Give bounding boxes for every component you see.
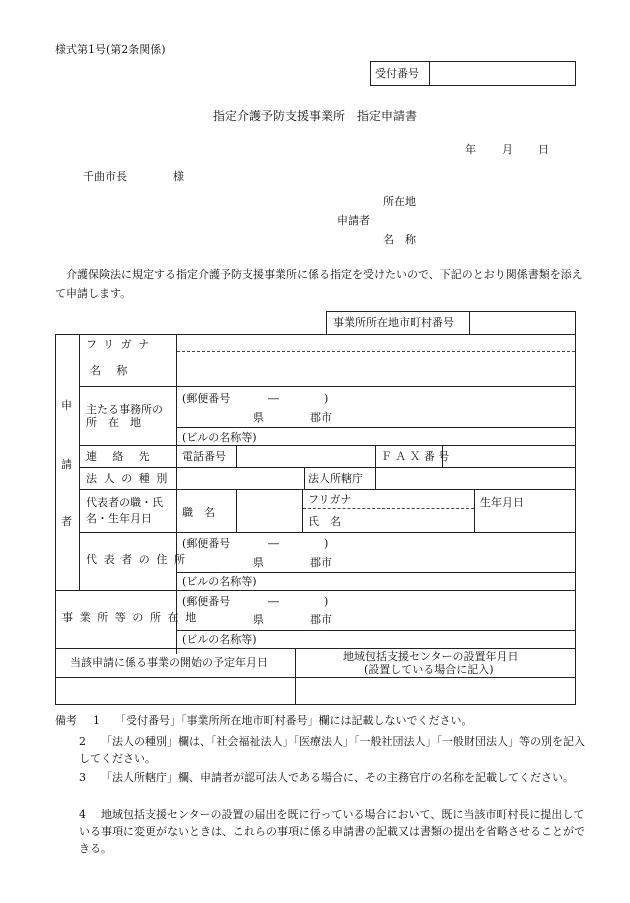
- building-label-1: (ビルの名称等): [182, 431, 257, 444]
- note-4: 4 地域包括支援センターの設置の届出を既に行っている場合において、既に当該市町村長に提出している事項に変更がないときは、これらの事項に係る申請書の記載又は書類の提出を省略させることができる。: [79, 808, 585, 855]
- position-label: 職 名: [182, 506, 215, 519]
- name-label: 名称: [90, 364, 143, 377]
- furigana-label-2: フリガナ: [308, 493, 352, 506]
- rep-info-label-2: 名・生年月日: [86, 512, 152, 525]
- corp-type-label: 法人の種別: [86, 472, 174, 485]
- postal-dash-3: ―: [268, 595, 279, 608]
- date-month: 月: [502, 143, 513, 156]
- addressee-name: 千曲市長: [83, 170, 127, 183]
- pref-label-2: 県: [253, 556, 264, 569]
- notes-head: 備考: [55, 714, 77, 727]
- note-2: 2 「法人の種別」欄は、「社会福祉法人」「医療法人」「一般社団法人」「一般財団法人」等の別を記入してください。: [79, 735, 585, 765]
- center-date-field[interactable]: [297, 679, 574, 703]
- intro-text: 介護保険法に規定する指定介護予防支援事業所に係る指定を受けたいので、下記のとおり関係書類を添えて申請します。: [55, 268, 583, 300]
- muni-code-label: 事業所所在地市町村番号: [333, 316, 454, 329]
- postal-close-1: ): [324, 392, 329, 405]
- date-year: 年: [465, 143, 476, 156]
- side-char-1: 申: [61, 399, 72, 412]
- corp-type-field[interactable]: [178, 469, 302, 487]
- start-date-field[interactable]: [57, 679, 293, 703]
- office-address-label: 事業所等の所在地: [62, 611, 203, 624]
- applicant-address-label: 所在地: [383, 195, 416, 208]
- shimei-label: 氏 名: [308, 515, 341, 528]
- center-date-label-1: 地域包括支援センターの設置年月日: [343, 650, 519, 663]
- main-office-label-2: 所 在 地: [86, 416, 141, 429]
- phone-field[interactable]: [238, 447, 373, 465]
- muni-code-field[interactable]: [470, 312, 575, 334]
- postal-close-3: ): [324, 595, 329, 608]
- applicant-label: 申請者: [337, 214, 370, 227]
- postal-dash-1: ―: [268, 392, 279, 405]
- furigana-label: フリガナ: [86, 338, 156, 351]
- main-office-label-1: 主たる事務所の: [86, 403, 163, 416]
- birthdate-label: 生年月日: [480, 496, 524, 509]
- note-1: 1 「受付番号」「事業所所在地市町村番号」欄には記載しないでください。: [93, 714, 473, 727]
- phone-label: 電話番号: [182, 450, 226, 463]
- postal-label-1: (郵便番号: [182, 392, 231, 405]
- date-day: 日: [538, 143, 549, 156]
- county-label-3: 郡市: [310, 613, 332, 626]
- county-label-2: 郡市: [310, 556, 332, 569]
- fax-label: ＦＡＸ番号: [381, 450, 453, 463]
- building-label-2: (ビルの名称等): [182, 575, 257, 588]
- receipt-number-label: 受付番号: [375, 67, 419, 80]
- page-title: 指定介護予防支援事業所 指定申請書: [213, 109, 418, 123]
- postal-close-2: ): [324, 537, 329, 550]
- contact-label: 連絡先: [86, 450, 166, 463]
- start-date-label: 当該申請に係る事業の開始の予定年月日: [70, 656, 268, 669]
- corp-office-field[interactable]: [377, 469, 574, 487]
- note-3: 3 「法人所轄庁」欄、申請者が認可法人である場合に、その主務官庁の名称を記載してください。: [79, 771, 574, 784]
- receipt-number-field[interactable]: [430, 62, 575, 85]
- side-char-3: 者: [61, 515, 72, 528]
- rep-address-label: 代表者の住所: [86, 553, 192, 566]
- postal-dash-2: ―: [268, 537, 279, 550]
- building-label-3: (ビルの名称等): [182, 633, 257, 646]
- form-id: 様式第1号(第2条関係): [55, 43, 166, 56]
- postal-label-3: (郵便番号: [182, 595, 231, 608]
- rep-info-label-1: 代表者の職・氏: [86, 496, 163, 509]
- county-label-1: 郡市: [310, 411, 332, 424]
- pref-label-1: 県: [253, 411, 264, 424]
- name-field[interactable]: [178, 352, 574, 385]
- postal-label-2: (郵便番号: [182, 537, 231, 550]
- side-char-2: 請: [61, 458, 72, 471]
- fax-field[interactable]: [444, 447, 574, 465]
- pref-label-3: 県: [253, 613, 264, 626]
- corp-office-label: 法人所轄庁: [308, 472, 363, 485]
- addressee-suffix: 様: [173, 170, 184, 183]
- position-field[interactable]: [238, 491, 301, 530]
- applicant-name-label: 名 称: [383, 233, 416, 246]
- center-date-label-2: (設置している場合に記入): [364, 663, 494, 676]
